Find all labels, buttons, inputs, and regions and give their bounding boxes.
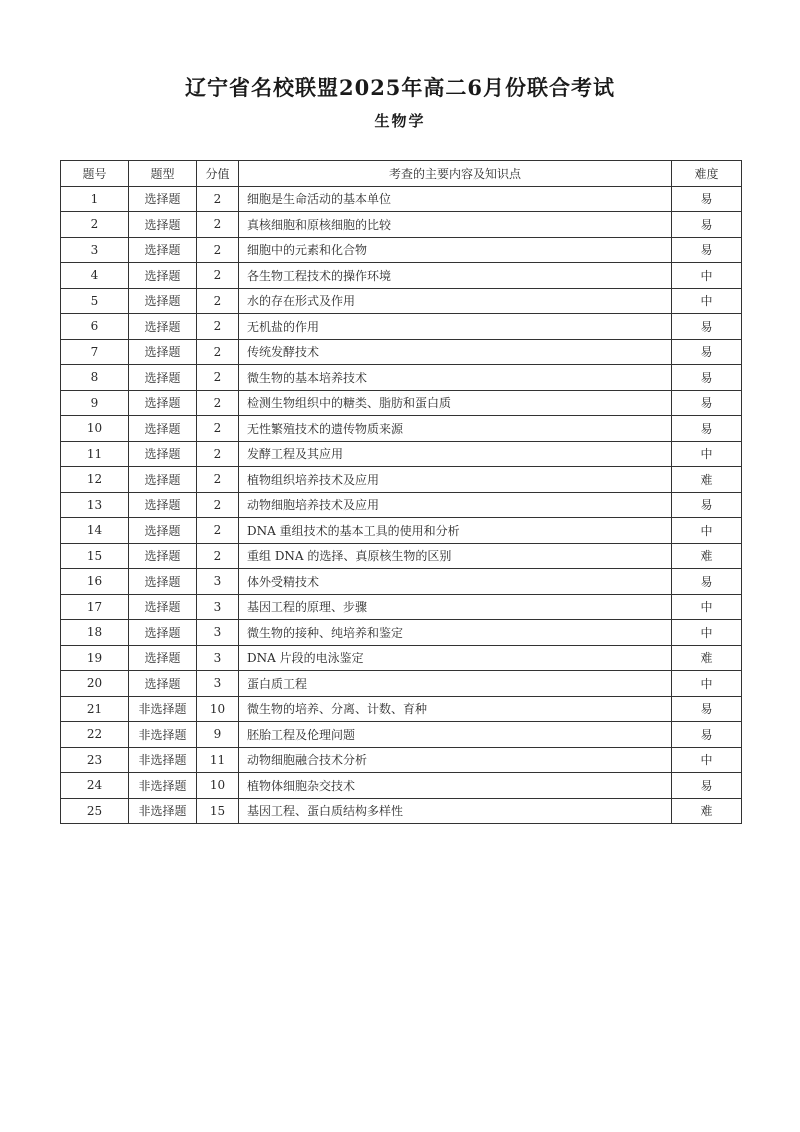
cell-question-number: 16 bbox=[61, 569, 129, 595]
cell-question-number: 12 bbox=[61, 467, 129, 493]
cell-question-type: 选择题 bbox=[129, 186, 197, 212]
table-row bbox=[61, 747, 742, 773]
cell-difficulty: 中 bbox=[672, 288, 742, 314]
table-row bbox=[61, 441, 742, 467]
table-row bbox=[61, 671, 742, 697]
table-header-row bbox=[61, 161, 742, 187]
cell-score: 2 bbox=[197, 339, 239, 365]
cell-content: 无性繁殖技术的遗传物质来源 bbox=[239, 416, 672, 442]
cell-difficulty: 易 bbox=[672, 722, 742, 748]
cell-question-number: 14 bbox=[61, 518, 129, 544]
cell-question-type: 选择题 bbox=[129, 492, 197, 518]
cell-content: 微生物的培养、分离、计数、育种 bbox=[239, 696, 672, 722]
cell-question-type: 选择题 bbox=[129, 314, 197, 340]
cell-question-type: 选择题 bbox=[129, 671, 197, 697]
table-row bbox=[61, 543, 742, 569]
cell-question-type: 选择题 bbox=[129, 288, 197, 314]
cell-question-number: 5 bbox=[61, 288, 129, 314]
cell-question-type: 选择题 bbox=[129, 263, 197, 289]
cell-question-type: 选择题 bbox=[129, 620, 197, 646]
cell-question-type: 非选择题 bbox=[129, 747, 197, 773]
table-row bbox=[61, 365, 742, 391]
cell-content: 动物细胞培养技术及应用 bbox=[239, 492, 672, 518]
cell-difficulty: 中 bbox=[672, 441, 742, 467]
cell-question-number: 13 bbox=[61, 492, 129, 518]
cell-question-number: 8 bbox=[61, 365, 129, 391]
cell-difficulty: 易 bbox=[672, 416, 742, 442]
page-title: 辽宁省名校联盟2025年高二6月份联合考试 bbox=[184, 75, 616, 100]
cell-content: 细胞是生命活动的基本单位 bbox=[239, 186, 672, 212]
cell-score: 2 bbox=[197, 467, 239, 493]
cell-difficulty: 中 bbox=[672, 620, 742, 646]
cell-content: 传统发酵技术 bbox=[239, 339, 672, 365]
cell-content: 植物体细胞杂交技术 bbox=[239, 773, 672, 799]
cell-difficulty: 易 bbox=[672, 237, 742, 263]
cell-question-type: 选择题 bbox=[129, 339, 197, 365]
table-row bbox=[61, 288, 742, 314]
cell-question-type: 选择题 bbox=[129, 390, 197, 416]
cell-score: 3 bbox=[197, 671, 239, 697]
cell-difficulty: 难 bbox=[672, 467, 742, 493]
cell-score: 2 bbox=[197, 186, 239, 212]
cell-score: 2 bbox=[197, 237, 239, 263]
cell-question-type: 选择题 bbox=[129, 569, 197, 595]
cell-question-type: 非选择题 bbox=[129, 722, 197, 748]
table-row bbox=[61, 722, 742, 748]
header-content: 考查的主要内容及知识点 bbox=[239, 161, 672, 187]
cell-difficulty: 易 bbox=[672, 696, 742, 722]
cell-score: 9 bbox=[197, 722, 239, 748]
cell-difficulty: 中 bbox=[672, 747, 742, 773]
cell-score: 2 bbox=[197, 518, 239, 544]
cell-content: 植物组织培养技术及应用 bbox=[239, 467, 672, 493]
cell-difficulty: 中 bbox=[672, 671, 742, 697]
table-row bbox=[61, 314, 742, 340]
cell-question-number: 22 bbox=[61, 722, 129, 748]
cell-content: 检测生物组织中的糖类、脂肪和蛋白质 bbox=[239, 390, 672, 416]
cell-score: 10 bbox=[197, 696, 239, 722]
header-question-number: 题号 bbox=[61, 161, 129, 187]
table-row bbox=[61, 569, 742, 595]
cell-difficulty: 易 bbox=[672, 492, 742, 518]
table-row bbox=[61, 594, 742, 620]
header-score: 分值 bbox=[197, 161, 239, 187]
cell-difficulty: 易 bbox=[672, 212, 742, 238]
cell-content: 基因工程的原理、步骤 bbox=[239, 594, 672, 620]
table-row bbox=[61, 212, 742, 238]
cell-content: 动物细胞融合技术分析 bbox=[239, 747, 672, 773]
cell-question-number: 25 bbox=[61, 798, 129, 824]
cell-question-type: 选择题 bbox=[129, 594, 197, 620]
table-row bbox=[61, 263, 742, 289]
cell-difficulty: 难 bbox=[672, 798, 742, 824]
cell-content: DNA 重组技术的基本工具的使用和分析 bbox=[239, 518, 672, 544]
cell-score: 3 bbox=[197, 645, 239, 671]
table-row bbox=[61, 645, 742, 671]
cell-question-number: 3 bbox=[61, 237, 129, 263]
cell-question-type: 选择题 bbox=[129, 518, 197, 544]
cell-score: 2 bbox=[197, 314, 239, 340]
cell-question-number: 2 bbox=[61, 212, 129, 238]
table-row bbox=[61, 773, 742, 799]
cell-question-number: 17 bbox=[61, 594, 129, 620]
cell-question-type: 非选择题 bbox=[129, 773, 197, 799]
cell-score: 2 bbox=[197, 390, 239, 416]
cell-question-number: 18 bbox=[61, 620, 129, 646]
cell-difficulty: 易 bbox=[672, 314, 742, 340]
table-row bbox=[61, 237, 742, 263]
header-question-type: 题型 bbox=[129, 161, 197, 187]
cell-question-type: 选择题 bbox=[129, 416, 197, 442]
cell-question-number: 7 bbox=[61, 339, 129, 365]
cell-content: 重组 DNA 的选择、真原核生物的区别 bbox=[239, 543, 672, 569]
cell-question-type: 选择题 bbox=[129, 543, 197, 569]
cell-content: 微生物的基本培养技术 bbox=[239, 365, 672, 391]
cell-score: 10 bbox=[197, 773, 239, 799]
cell-score: 15 bbox=[197, 798, 239, 824]
cell-question-number: 11 bbox=[61, 441, 129, 467]
cell-question-number: 23 bbox=[61, 747, 129, 773]
cell-question-number: 1 bbox=[61, 186, 129, 212]
cell-score: 11 bbox=[197, 747, 239, 773]
cell-content: 发酵工程及其应用 bbox=[239, 441, 672, 467]
cell-difficulty: 中 bbox=[672, 594, 742, 620]
cell-content: 水的存在形式及作用 bbox=[239, 288, 672, 314]
cell-score: 2 bbox=[197, 441, 239, 467]
cell-content: 基因工程、蛋白质结构多样性 bbox=[239, 798, 672, 824]
cell-difficulty: 难 bbox=[672, 645, 742, 671]
cell-question-number: 15 bbox=[61, 543, 129, 569]
header-difficulty: 难度 bbox=[672, 161, 742, 187]
cell-difficulty: 易 bbox=[672, 390, 742, 416]
cell-content: DNA 片段的电泳鉴定 bbox=[239, 645, 672, 671]
cell-content: 微生物的接种、纯培养和鉴定 bbox=[239, 620, 672, 646]
cell-difficulty: 易 bbox=[672, 339, 742, 365]
cell-content: 胚胎工程及伦理问题 bbox=[239, 722, 672, 748]
cell-question-number: 19 bbox=[61, 645, 129, 671]
table-row bbox=[61, 518, 742, 544]
cell-score: 2 bbox=[197, 212, 239, 238]
cell-difficulty: 易 bbox=[672, 365, 742, 391]
table-row bbox=[61, 390, 742, 416]
cell-question-type: 选择题 bbox=[129, 365, 197, 391]
cell-content: 蛋白质工程 bbox=[239, 671, 672, 697]
exam-analysis-table bbox=[60, 160, 742, 824]
table-row bbox=[61, 620, 742, 646]
cell-difficulty: 易 bbox=[672, 569, 742, 595]
cell-question-number: 24 bbox=[61, 773, 129, 799]
cell-question-number: 9 bbox=[61, 390, 129, 416]
subject-title: 生物学 bbox=[374, 112, 426, 130]
table-row bbox=[61, 467, 742, 493]
table-row bbox=[61, 186, 742, 212]
cell-question-type: 选择题 bbox=[129, 645, 197, 671]
cell-score: 2 bbox=[197, 365, 239, 391]
table-body bbox=[61, 186, 742, 824]
table-row bbox=[61, 798, 742, 824]
cell-difficulty: 中 bbox=[672, 263, 742, 289]
cell-score: 2 bbox=[197, 416, 239, 442]
cell-difficulty: 难 bbox=[672, 543, 742, 569]
cell-question-type: 非选择题 bbox=[129, 798, 197, 824]
table-row bbox=[61, 416, 742, 442]
table-row bbox=[61, 492, 742, 518]
cell-question-type: 选择题 bbox=[129, 237, 197, 263]
cell-question-type: 非选择题 bbox=[129, 696, 197, 722]
cell-score: 2 bbox=[197, 543, 239, 569]
cell-difficulty: 中 bbox=[672, 518, 742, 544]
cell-question-type: 选择题 bbox=[129, 441, 197, 467]
cell-question-type: 选择题 bbox=[129, 212, 197, 238]
table-row bbox=[61, 696, 742, 722]
cell-score: 3 bbox=[197, 569, 239, 595]
cell-question-number: 10 bbox=[61, 416, 129, 442]
cell-question-number: 4 bbox=[61, 263, 129, 289]
cell-content: 各生物工程技术的操作环境 bbox=[239, 263, 672, 289]
cell-score: 3 bbox=[197, 620, 239, 646]
cell-question-number: 21 bbox=[61, 696, 129, 722]
cell-question-type: 选择题 bbox=[129, 467, 197, 493]
cell-difficulty: 易 bbox=[672, 773, 742, 799]
cell-content: 细胞中的元素和化合物 bbox=[239, 237, 672, 263]
table-row bbox=[61, 339, 742, 365]
cell-score: 3 bbox=[197, 594, 239, 620]
cell-content: 无机盐的作用 bbox=[239, 314, 672, 340]
cell-difficulty: 易 bbox=[672, 186, 742, 212]
cell-content: 体外受精技术 bbox=[239, 569, 672, 595]
cell-question-number: 6 bbox=[61, 314, 129, 340]
cell-score: 2 bbox=[197, 492, 239, 518]
cell-question-number: 20 bbox=[61, 671, 129, 697]
cell-content: 真核细胞和原核细胞的比较 bbox=[239, 212, 672, 238]
cell-score: 2 bbox=[197, 263, 239, 289]
cell-score: 2 bbox=[197, 288, 239, 314]
